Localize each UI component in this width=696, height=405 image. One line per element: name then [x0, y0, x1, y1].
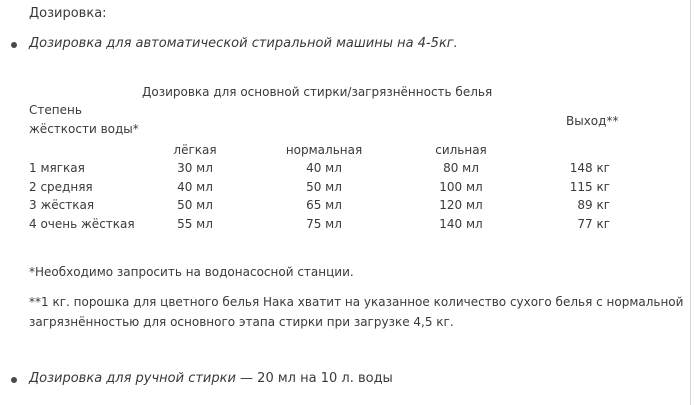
- table-row-2-strong: 100 мл: [439, 180, 483, 194]
- column-header-normal: нормальная: [285, 143, 363, 157]
- hardness-header-line2: жёсткости воды*: [29, 122, 139, 136]
- table-row-2-hardness: 2 средняя: [29, 180, 93, 194]
- table-row-3-strong: 120 мл: [439, 198, 483, 212]
- table-row-3-light: 50 мл: [177, 198, 213, 212]
- footnote-water-station: *Необходимо запросить на водонасосной станции.: [29, 265, 354, 279]
- section-title: Дозировка:: [29, 6, 107, 21]
- table-row-1-normal: 40 мл: [306, 161, 342, 175]
- table-row-3-normal: 65 мл: [306, 198, 342, 212]
- table-row-1-yield: 148 кг: [569, 161, 610, 175]
- table-row-4-light: 55 мл: [177, 217, 213, 231]
- hardness-header-line1: Степень: [29, 103, 82, 117]
- table-row-4-normal: 75 мл: [306, 217, 342, 231]
- column-header-strong: сильная: [435, 143, 487, 157]
- bullet-dot-icon: [11, 377, 17, 383]
- table-row-1-strong: 80 мл: [443, 161, 479, 175]
- table-row-4-strong: 140 мл: [439, 217, 483, 231]
- column-header-light: лёгкая: [173, 143, 217, 157]
- footnote-powder-line1: **1 кг. порошка для цветного белья Нака хватит на указанное количество сухого белья с нормальной: [29, 295, 684, 309]
- yield-header: Выход**: [566, 114, 619, 128]
- content-right-border: [690, 0, 691, 405]
- table-row-1-light: 30 мл: [177, 161, 213, 175]
- table-caption: Дозировка для основной стирки/загрязнённость белья: [142, 85, 493, 99]
- bullet-hand-wash-italic: Дозировка для ручной стирки: [29, 371, 236, 386]
- table-row-2-yield: 115 кг: [569, 180, 610, 194]
- bullet-dot-icon: [11, 42, 17, 48]
- footnote-powder-line2: загрязнённостью для основного этапа стирки при загрузке 4,5 кг.: [29, 315, 454, 329]
- table-row-3-hardness: 3 жёсткая: [29, 198, 95, 212]
- bullet-automatic-text: Дозировка для автоматической стиральной машины на 4-5кг.: [29, 36, 458, 51]
- table-row-3-yield: 89 кг: [577, 198, 610, 212]
- table-row-4-yield: 77 кг: [577, 217, 610, 231]
- table-row-4-hardness: 4 очень жёсткая: [29, 217, 135, 231]
- bullet-hand-wash-tail: — 20 мл на 10 л. воды: [235, 371, 393, 386]
- table-row-2-normal: 50 мл: [306, 180, 342, 194]
- table-row-1-hardness: 1 мягкая: [29, 161, 85, 175]
- table-row-2-light: 40 мл: [177, 180, 213, 194]
- bullet-hand-wash-text: [29, 371, 393, 386]
